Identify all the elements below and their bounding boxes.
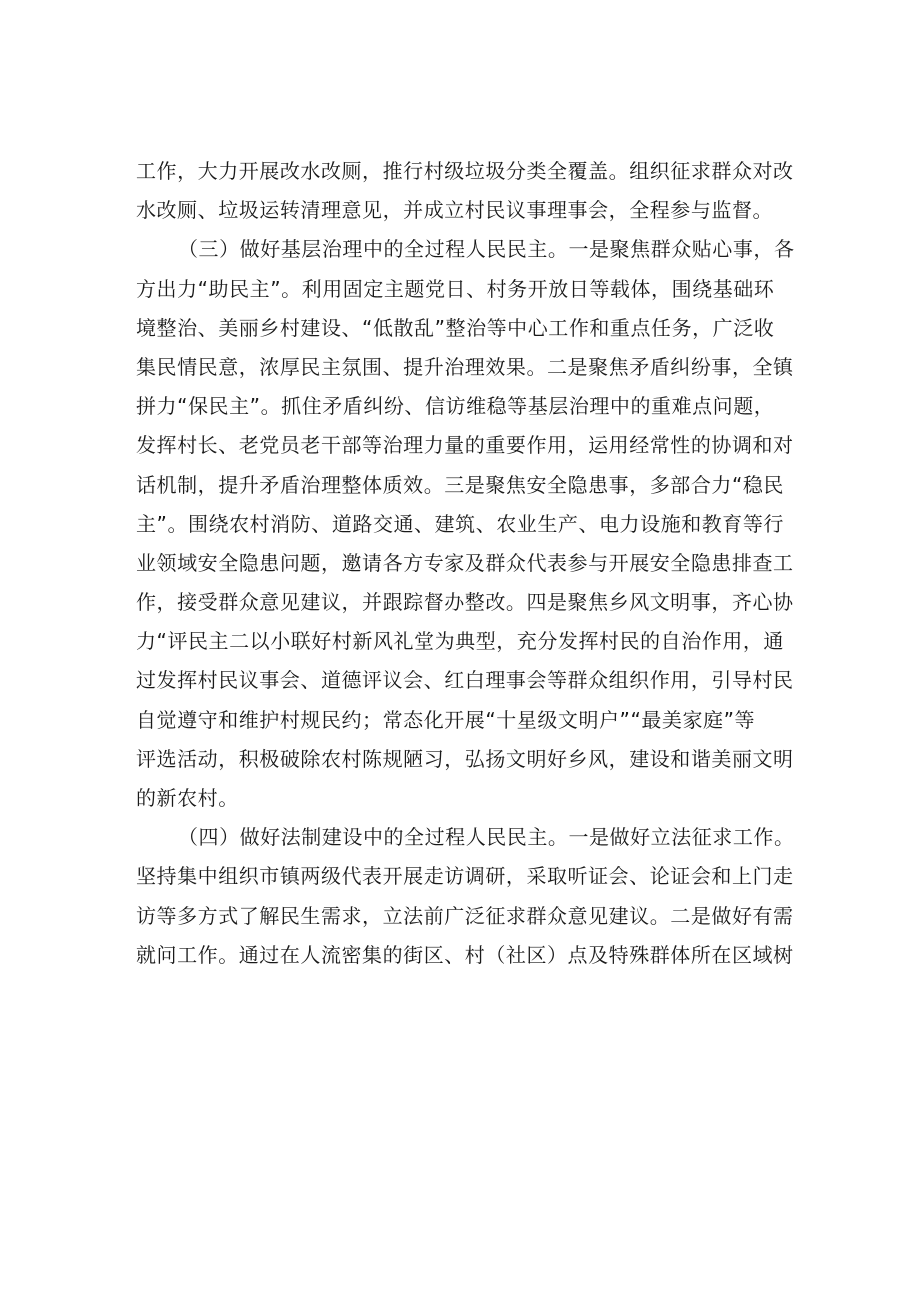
text-line: 集民情民意，浓厚民主氛围、提升治理效果。二是聚焦矛盾纠纷事，全镇 xyxy=(136,354,794,379)
paragraph-section-3 xyxy=(136,230,806,818)
text-line: 的新农村。 xyxy=(136,786,239,810)
paragraph-section-4 xyxy=(136,818,806,975)
text-line: 业领域安全隐患问题，邀请各方专家及群众代表参与开展安全隐患排查工 xyxy=(136,550,794,575)
text-line: 评选活动，积极破除农村陈规陋习，弘扬文明好乡风，建设和谐美丽文明 xyxy=(136,746,794,771)
text-line: 坚持集中组织市镇两级代表开展走访调研，采取听证会、论证会和上门走 xyxy=(136,864,794,889)
section-heading-line: （四）做好法制建设中的全过程人民民主。一是做好立法征求工作。 xyxy=(178,825,795,850)
text-line: 话机制，提升矛盾治理整体质效。三是聚焦安全隐患事，多部合力“稳民 xyxy=(136,472,784,497)
text-line: 作，接受群众意见建议，并跟踪督办整改。四是聚焦乡风文明事，齐心协 xyxy=(136,590,794,615)
section-heading-line: （三）做好基层治理中的全过程人民民主。一是聚焦群众贴心事，各 xyxy=(178,237,795,262)
text-line: 水改厕、垃圾运转清理意见，并成立村民议事理事会，全程参与监督。 xyxy=(136,198,774,223)
text-line: 过发挥村民议事会、道德评议会、红白理事会等群众组织作用，引导村民 xyxy=(136,668,794,693)
text-line: 方出力“助民主”。利用固定主题党日、村务开放日等载体，围绕基础环 xyxy=(136,276,775,301)
text-line: 自觉遵守和维护村规民约；常态化开展“十星级文明户”“最美家庭”等 xyxy=(136,707,756,732)
document-body xyxy=(136,152,806,975)
text-line: 力“评民主二以小联好村新风礼堂为典型，充分发挥村民的自治作用，通 xyxy=(136,629,784,654)
text-line: 访等多方式了解民生需求，立法前广泛征求群众意见建议。二是做好有需 xyxy=(136,903,794,928)
text-line: 拼力“保民主”。抓住矛盾纠纷、信访维稳等基层治理中的重难点问题， xyxy=(136,394,775,419)
text-line: 主”。围绕农村消防、道路交通、建筑、农业生产、电力设施和教育等行 xyxy=(136,511,784,536)
paragraph-continued xyxy=(136,152,806,230)
text-line: 就问工作。通过在人流密集的街区、村（社区）点及特殊群体所在区域树 xyxy=(136,942,794,967)
text-line: 发挥村长、老党员老干部等治理力量的重要作用，运用经常性的协调和对 xyxy=(136,433,794,458)
text-line: 工作，大力开展改水改厕，推行村级垃圾分类全覆盖。组织征求群众对改 xyxy=(136,159,794,183)
text-line: 境整治、美丽乡村建设、“低散乱”整治等中心工作和重点任务，广泛收 xyxy=(136,315,775,340)
